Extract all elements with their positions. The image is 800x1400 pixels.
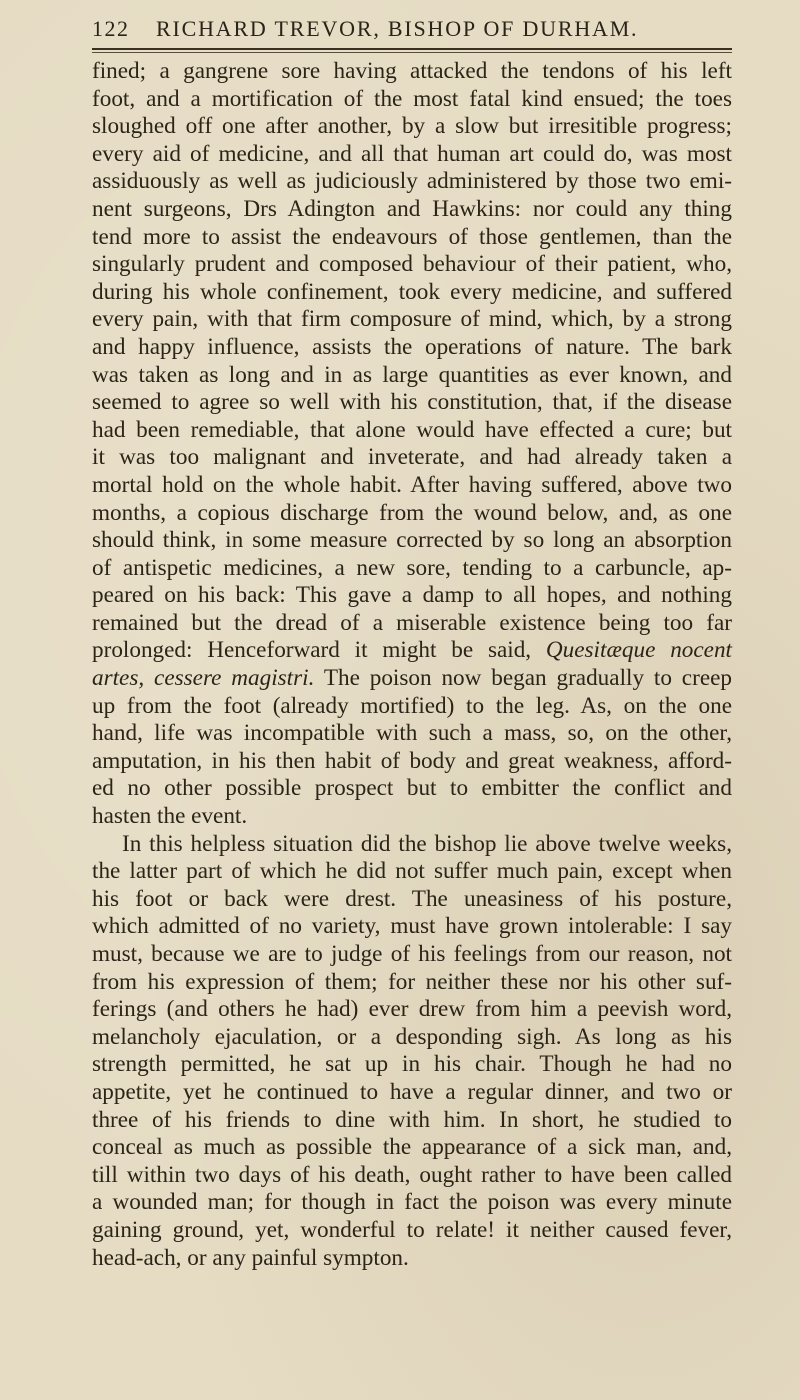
text-line: conceal as much as possible the appearance of a sick man, and, [92,1134,732,1161]
text-line: should think, in some measure corrected by so long an absorption [92,527,732,554]
text-line: melancholy ejaculation, or a desponding sigh. As long as his [92,1023,732,1050]
text-line: assiduously as well as judiciously administered by those two emi- [92,168,732,195]
text-line: prolonged: Henceforward it might be said, Quesitæque nocent [92,637,732,664]
text-line: of antispetic medicines, a new sore, tending to a carbuncle, ap- [92,554,732,581]
text-line: his foot or back were drest. The uneasiness of his posture, [92,885,732,912]
latin-quotation: artes, cessere magistri. [92,665,315,692]
text-line: from his expression of them; for neither these nor his other suf- [92,968,732,995]
text-line: artes, cessere magistri. The poison now began gradually to creep [92,665,733,692]
text-line: and happy influence, assists the operations of nature. The bark [92,333,732,360]
paragraph [92,831,732,1273]
paragraph [92,58,732,831]
text-line: strength permitted, he sat up in his chair. Though he had no [92,1051,732,1078]
header-rule-thin [92,52,732,53]
text-line: every pain, with that firm composure of mind, which, by a strong [92,306,732,333]
text-line: three of his friends to dine with him. In short, he studied to [92,1106,732,1133]
text-line: sloughed off one after another, by a slow but irresitible progress; [92,113,732,140]
text-line: during his whole confinement, took every medicine, and suffered [92,278,732,305]
text-line: seemed to agree so well with his constitution, that, if the disease [92,389,732,416]
text-line: In this helpless situation did the bishop lie above twelve weeks, [122,830,732,857]
text-line: ed no other possible prospect but to embitter the conflict and [92,775,732,802]
text-line: every aid of medicine, and all that human art could do, was most [92,140,732,167]
page-number: 122 [92,16,130,41]
text-line: head-ach, or any painful sympton. [92,1244,409,1271]
text-line: nent surgeons, Drs Adington and Hawkins: nor could any thing [92,195,732,222]
text-line: amputation, in his then habit of body and great weakness, afford- [92,747,732,774]
text-line: tend more to assist the endeavours of those gentlemen, than the [92,223,732,250]
text-line: peared on his back: This gave a damp to all hopes, and nothing [92,582,732,609]
text-line: ferings (and others he had) ever drew from him a peevish word, [92,996,732,1023]
text-line: gaining ground, yet, wonderful to relate! it neither caused fever, [92,1216,732,1243]
latin-quotation: Quesitæque nocent [545,637,732,664]
text-line: hand, life was incompatible with such a mass, so, on the other, [92,720,732,747]
text-line: fined; a gangrene sore having attacked the tendons of his left [92,58,732,84]
text-line: must, because we are to judge of his feelings from our reason, not [92,941,732,967]
text-line: up from the foot (already mortified) to the leg. As, on the one [92,692,732,719]
text-line: which admitted of no variety, must have grown intolerable: I say [92,913,732,940]
text-line: it was too malignant and inveterate, and had already taken a [92,444,732,471]
header-rule [92,48,732,50]
running-head [92,10,732,48]
text-line: a wounded man; for though in fact the poison was every minute [92,1189,732,1216]
text-line: was taken as long and in as large quantities as ever known, and [92,361,732,388]
text-line: the latter part of which he did not suffer much pain, except when [92,858,732,885]
text-line: had been remediable, that alone would have effected a cure; but [92,416,732,443]
body-text [92,58,732,1272]
text-line: appetite, yet he continued to have a regular dinner, and two or [92,1078,732,1105]
text-line: months, a copious discharge from the wound below, and, as one [92,499,732,526]
running-title: RICHARD TREVOR, BISHOP OF DURHAM. [156,16,639,41]
text-line: remained but the dread of a miserable existence being too far [92,609,732,636]
text-line: hasten the event. [92,803,248,830]
text-line: till within two days of his death, ought rather to have been called [92,1161,732,1188]
text-line: singularly prudent and composed behaviour of their patient, who, [92,251,732,278]
text-line: foot, and a mortification of the most fatal kind ensued; the toes [92,85,732,112]
text-line: mortal hold on the whole habit. After having suffered, above two [92,471,732,498]
